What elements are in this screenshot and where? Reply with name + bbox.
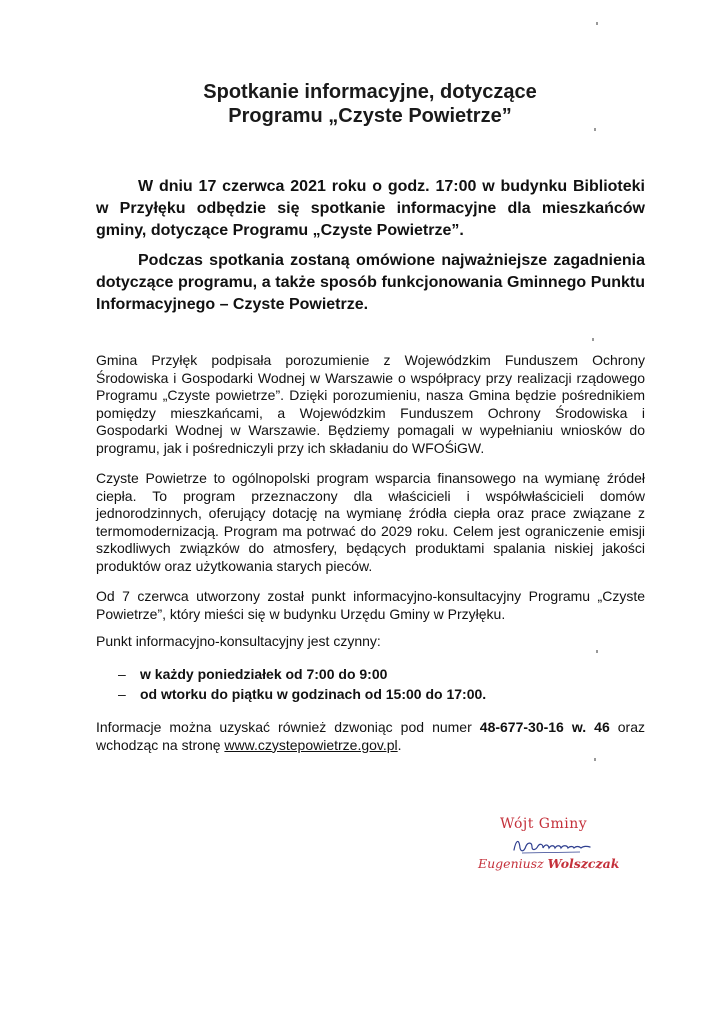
handwritten-signature	[510, 834, 600, 856]
intro-paragraph-1: W dniu 17 czerwca 2021 roku o godz. 17:00 w budynku Biblioteki w Przyłęku odbędzie się spotkanie informacyjne dla mieszkańców gminy, dotyczące Programu „Czyste Powietrze”.	[96, 178, 645, 239]
opening-hours-monday: w każdy poniedziałek od 7:00 do 9:00	[140, 666, 388, 682]
intro-paragraph-2: Podczas spotkania zostaną omówione najważniejsze zagadnienia dotyczące programu, a także sposób funkcjonowania Gminnego Punktu Informacyjnego – Czyste Powietrze.	[96, 252, 645, 313]
signature-first-name: Eugeniusz	[478, 856, 544, 871]
signature-title: Wójt Gminy	[500, 816, 588, 832]
contact-text-before: Informacje można uzyskać również dzwoniąc pod numer	[96, 719, 480, 735]
contact-text-after: .	[397, 736, 402, 753]
document-title	[90, 80, 650, 128]
scan-speck	[596, 650, 598, 653]
scan-speck	[594, 758, 596, 761]
list-item	[96, 684, 645, 704]
opening-hours-tue-fri: od wtorku do piątku w godzinach od 15:00 do 17:00.	[140, 686, 487, 702]
body-paragraph-1: Gmina Przyłęk podpisała porozumienie z Wojewódzkim Funduszem Ochrony Środowiska i Gospodarki Wodnej w Warszawie o współpracy przy realizacji rządowego Programu „Czyste powietrze”. Dzięki porozumieniu, nasza Gmina będzie pośrednikiem pomiędzy mieszkańcami, a Wojewódzkim Funduszem Ochrony Środowiska i Gospodarki Wodnej w Warszawie. Będziemy pomagali w wypełnianiu wniosków do programu, jak i pośredniczyli przy ich składaniu do WFOŚiGW.	[96, 352, 645, 456]
list-dash: –	[118, 686, 126, 702]
opening-hours-intro: Punkt informacyjno-konsultacyjny jest czynny:	[96, 633, 381, 649]
body-paragraph-3: Od 7 czerwca utworzony został punkt informacyjno-konsultacyjny Programu „Czyste Powietrze”, który mieści się w budynku Urzędu Gminy w Przyłęku.	[96, 588, 645, 622]
title-line-1: Spotkanie informacyjne, dotyczące	[203, 81, 537, 103]
signature-name	[478, 856, 619, 871]
contact-text-middle: oraz wchodząc na stronę	[96, 719, 645, 753]
scan-speck	[594, 128, 596, 131]
signature-last-name: Wolszczak	[547, 856, 620, 871]
scan-speck	[596, 22, 598, 25]
list-item	[96, 664, 645, 684]
website-link[interactable]: www.czystepowietrze.gov.pl	[224, 736, 398, 753]
phone-number: 48-677-30-16 w. 46	[479, 719, 610, 735]
scan-speck	[592, 338, 594, 341]
contact-paragraph	[96, 719, 645, 754]
title-line-2: Programu „Czyste Powietrze”	[228, 105, 512, 127]
list-dash: –	[118, 666, 126, 682]
body-paragraph-2: Czyste Powietrze to ogólnopolski program wsparcia finansowego na wymianę źródeł ciepła. To program przeznaczony dla właścicieli i współwłaścicieli domów jednorodzinnych, oferujący dotację na wymianę źródła ciepła oraz prace związane z termomodernizacją. Program ma potrwać do 2029 roku. Celem jest ograniczenie emisji szkodliwych związków do atmosfery, będących produktami spalania niskiej jakości produktów oraz użytkowania starych pieców.	[96, 470, 645, 574]
opening-hours-list	[96, 664, 645, 704]
